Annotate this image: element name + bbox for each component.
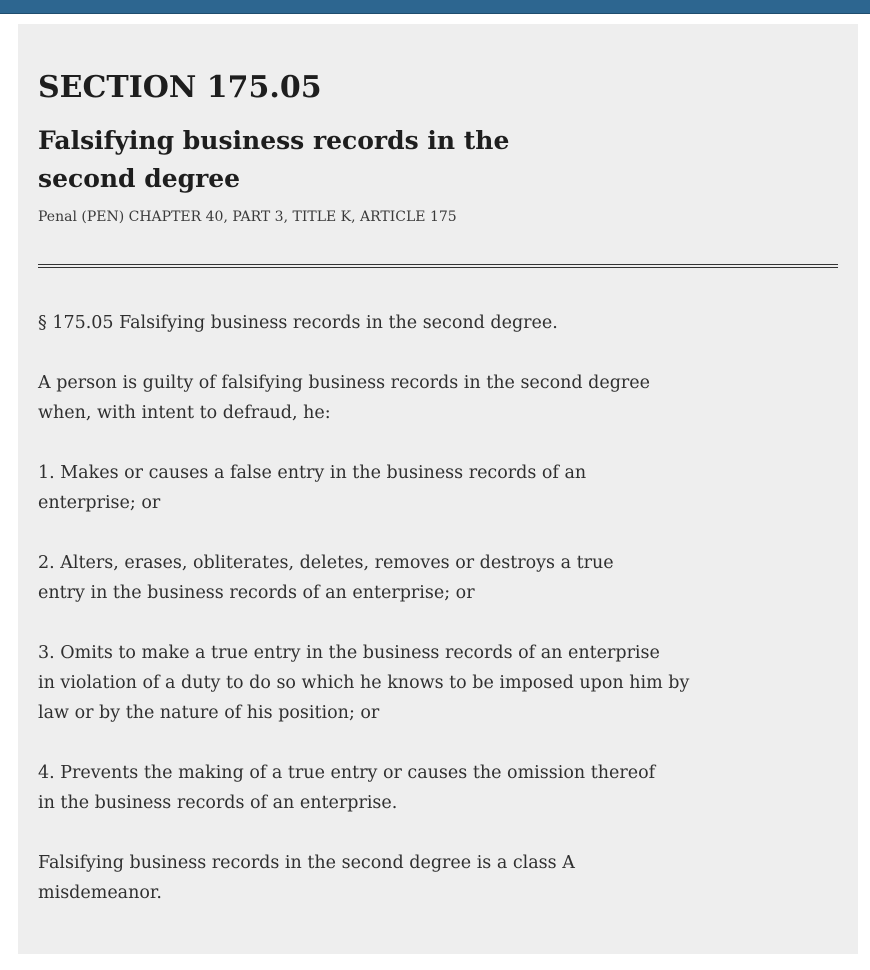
statute-body xyxy=(38,308,738,938)
clause-1-paragraph: 1. Makes or causes a false entry in the business records of an enterprise; or xyxy=(38,463,587,513)
section-title: SECTION 175.05 xyxy=(38,70,322,105)
double-divider xyxy=(38,264,838,268)
clause-4-paragraph: 4. Prevents the making of a true entry or causes the omission thereof in the business records of an enterprise. xyxy=(38,763,656,813)
section-heading-paragraph: § 175.05 Falsifying business records in the second degree. xyxy=(38,313,558,333)
section-subtitle: Falsifying business records in the second degree xyxy=(38,126,510,193)
definition-paragraph: A person is guilty of falsifying business records in the second degree when, with intent to defraud, he: xyxy=(38,373,650,423)
classification-paragraph: Falsifying business records in the second degree is a class A misdemeanor. xyxy=(38,853,575,903)
statute-citation: Penal (PEN) CHAPTER 40, PART 3, TITLE K, ARTICLE 175 xyxy=(38,209,457,225)
statute-card xyxy=(18,24,858,954)
clause-2-paragraph: 2. Alters, erases, obliterates, deletes, removes or destroys a true entry in the business records of an enterprise; or xyxy=(38,553,614,603)
clause-3-paragraph: 3. Omits to make a true entry in the business records of an enterprise in violation of a duty to do so which he knows to be imposed upon him by law or by the nature of his position; or xyxy=(38,643,690,723)
top-navigation-bar xyxy=(0,0,870,14)
